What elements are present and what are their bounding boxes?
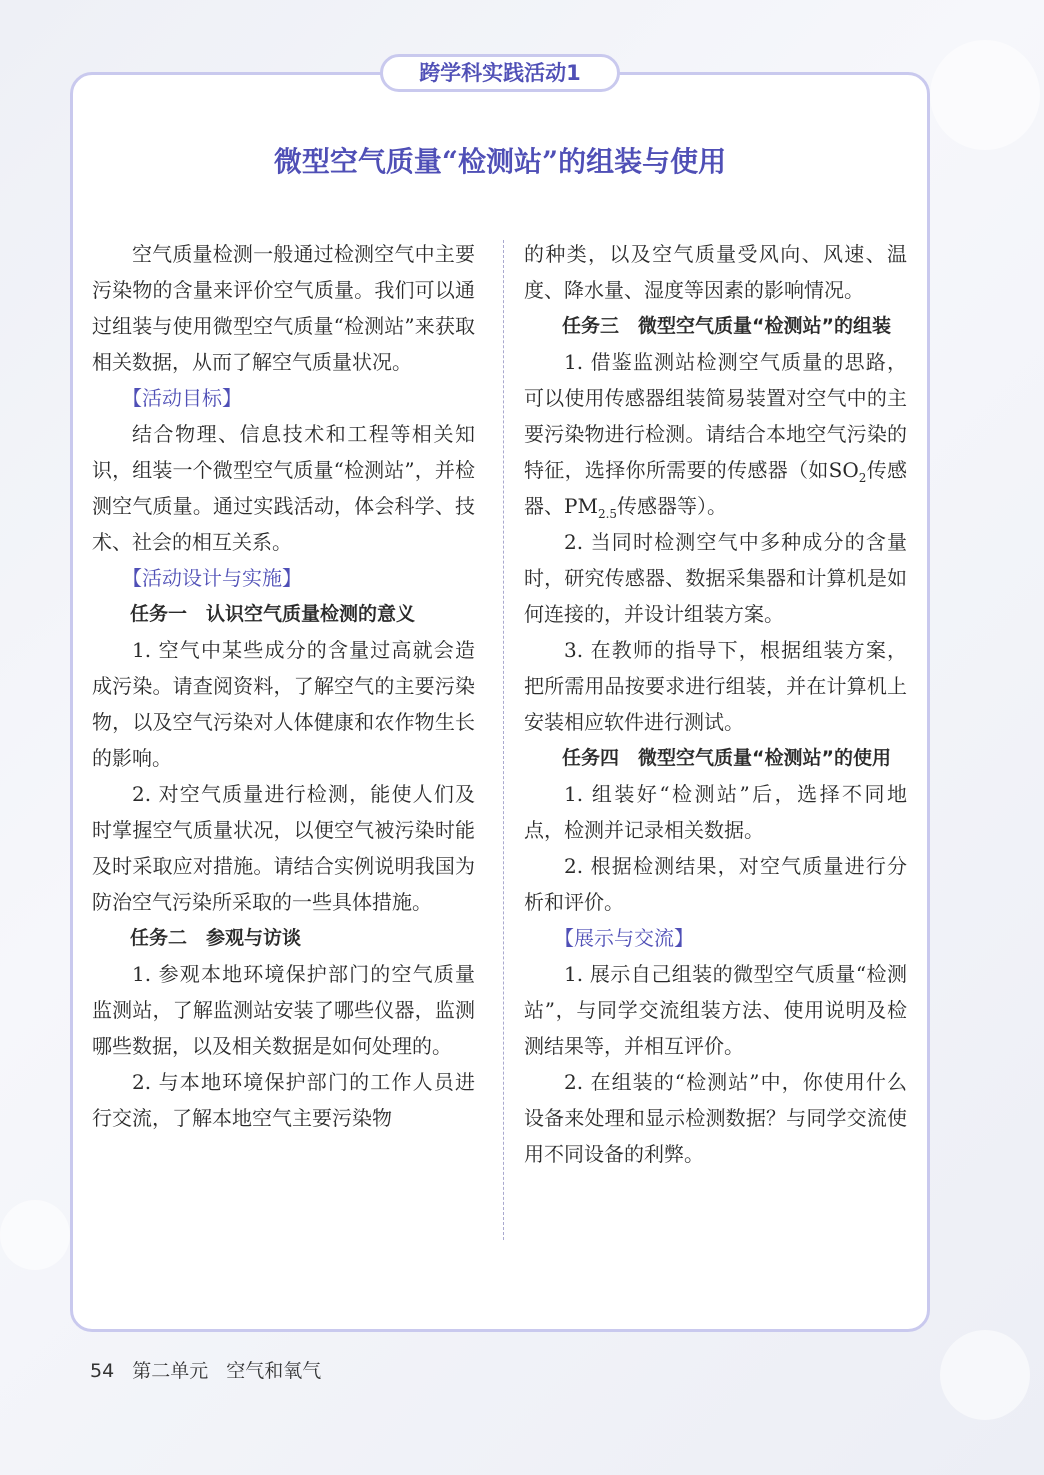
page-number: 54 [90,1360,115,1382]
right-column [524,236,907,1172]
column-divider [503,240,504,1240]
task1-paragraph-2: 2. 对空气质量进行检测，能使人们及时掌握空气质量状况，以便空气被污染时能及时采取应对措施。请结合实例说明我国为防治空气污染所采取的一些具体措施。 [92,782,475,914]
intro-paragraph: 空气质量检测一般通过检测空气中主要污染物的含量来评价空气质量。我们可以通过组装与使用微型空气质量“检测站”来获取相关数据，从而了解空气质量状况。 [92,242,475,374]
task4-paragraph-1: 1. 组装好“检测站”后，选择不同地点，检测并记录相关数据。 [524,782,907,842]
unit-label: 第二单元 [132,1360,209,1382]
task3-paragraph-3: 3. 在教师的指导下，根据组装方案，把所需用品按要求进行组装，并在计算机上安装相应软件进行测试。 [524,638,907,734]
background-bubble [940,1330,1030,1420]
task3-paragraph-2: 2. 当同时检测空气中多种成分的含量时，研究传感器、数据采集器和计算机是如何连接的，并设计组装方案。 [524,530,907,626]
task1-paragraph-1: 1. 空气中某些成分的含量过高就会造成污染。请查阅资料，了解空气的主要污染物，以及空气污染对人体健康和农作物生长的影响。 [92,638,475,770]
background-bubble [930,40,1040,150]
page-footer [90,1356,321,1383]
pm25-subscript: 2.5 [597,507,618,521]
show-paragraph-2: 2. 在组装的“检测站”中，你使用什么设备来处理和显示检测数据？与同学交流使用不同设备的利弊。 [524,1070,907,1166]
so2-formula: $SO_2$ [828,458,867,485]
task3-paragraph-1 [524,344,907,524]
task3-p1-mid: 传感器、PM [524,458,908,518]
task2-paragraph-1: 1. 参观本地环境保护部门的空气质量监测站，了解监测站安装了哪些仪器，监测哪些数据，以及相关数据是如何处理的。 [92,962,475,1058]
task4-paragraph-2: 2. 根据检测结果，对空气质量进行分析和评价。 [524,854,907,914]
activity-tag: 跨学科实践活动1 [380,54,620,92]
task2-heading: 任务二 参观与访谈 [130,927,302,949]
task4-heading: 任务四 微型空气质量“检测站”的使用 [562,747,891,769]
task3-heading: 任务三 微型空气质量“检测站”的组装 [562,315,891,337]
task1-heading: 任务一 认识空气质量检测的意义 [130,603,416,625]
unit-title: 空气和氧气 [226,1360,322,1382]
design-heading: 【活动设计与实施】 [122,566,302,590]
task2-paragraph-2: 2. 与本地环境保护部门的工作人员进行交流，了解本地空气主要污染物 [92,1070,475,1130]
background-bubble [0,1200,70,1270]
goal-heading: 【活动目标】 [122,386,242,410]
goal-paragraph: 结合物理、信息技术和工程等相关知识，组装一个微型空气质量“检测站”，并检测空气质量。通过实践活动，体会科学、技术、社会的相互关系。 [92,422,475,554]
show-paragraph-1: 1. 展示自己组装的微型空气质量“检测站”，与同学交流组装方法、使用说明及检测结果等，并相互评价。 [524,962,907,1058]
task3-p1-end: 传感器等）。 [617,494,728,518]
left-column [92,236,475,1136]
task3-p1-text: 1. 借鉴监测站检测空气质量的思路，可以使用传感器组装简易装置对空气中的主要污染物进行检测。请结合本地空气污染的特征，选择你所需要的传感器（如 [524,350,907,482]
page-title: 微型空气质量“检测站”的组装与使用 [273,145,727,178]
show-heading: 【展示与交流】 [554,926,694,950]
continued-paragraph: 的种类，以及空气质量受风向、风速、温度、降水量、湿度等因素的影响情况。 [524,242,907,302]
